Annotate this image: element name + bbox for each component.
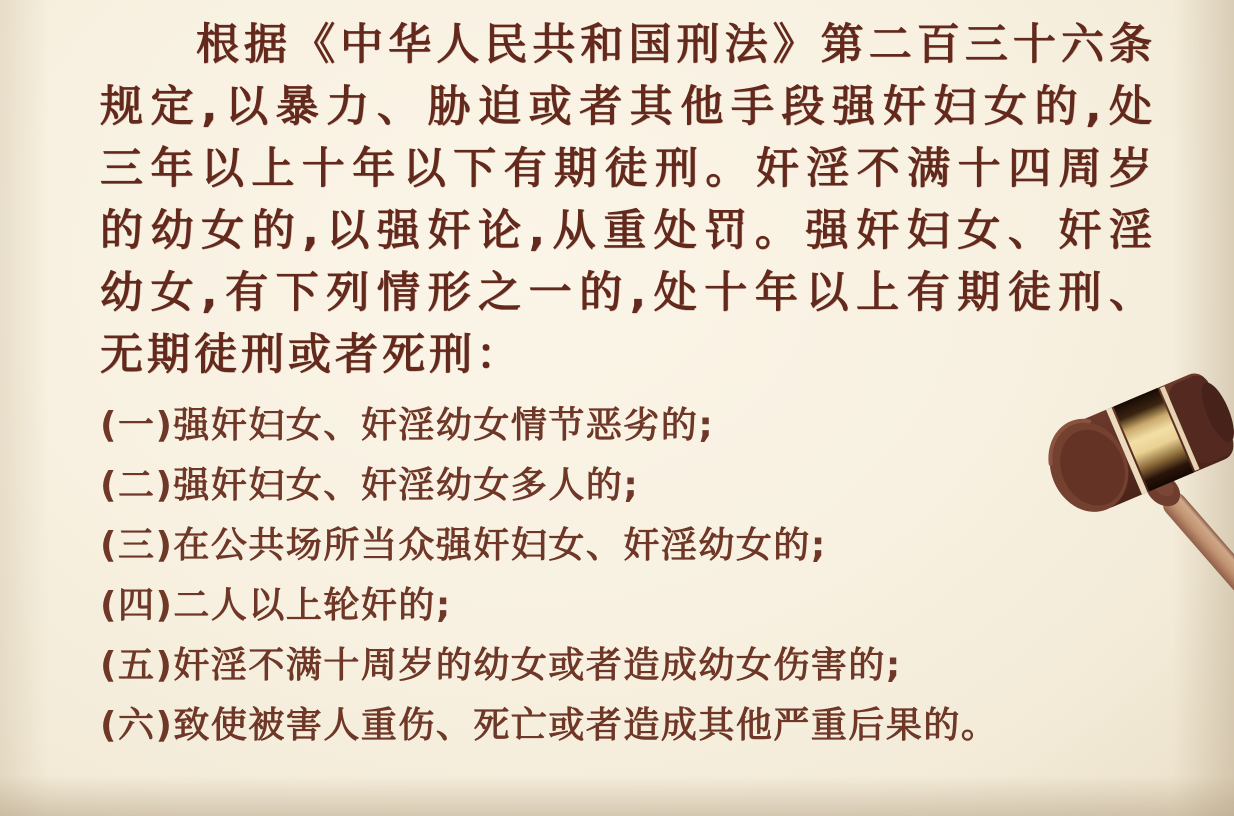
list-item: (一)强奸妇女、奸淫幼女情节恶劣的; xyxy=(100,405,715,446)
paragraph-line: 根据《中华人民共和国刑法》第二百三十六条 xyxy=(196,20,1154,70)
list-item: (三)在公共场所当众强奸妇女、奸淫幼女的; xyxy=(100,525,827,566)
list-item: (五)奸淫不满十周岁的幼女或者造成幼女伤害的; xyxy=(100,645,902,686)
paragraph-line: 的幼女的,以强奸论,从重处罚。强奸妇女、奸淫 xyxy=(100,206,1154,256)
list-item: (四)二人以上轮奸的; xyxy=(100,585,452,626)
legal-text-block xyxy=(100,14,1154,756)
paragraph-line: 无期徒刑或者死刑： xyxy=(100,330,523,380)
paragraph-line: 三年以上十年以下有期徒刑。奸淫不满十四周岁 xyxy=(100,144,1154,194)
list-item: (二)强奸妇女、奸淫幼女多人的; xyxy=(100,465,640,506)
law-paragraph xyxy=(100,14,1154,386)
list-item: (六)致使被害人重伤、死亡或者造成其他严重后果的。 xyxy=(100,705,999,746)
paragraph-line: 幼女,有下列情形之一的,处十年以上有期徒刑、 xyxy=(100,268,1154,318)
paragraph-line: 规定,以暴力、胁迫或者其他手段强奸妇女的,处 xyxy=(100,82,1154,132)
provision-list xyxy=(100,396,1154,756)
